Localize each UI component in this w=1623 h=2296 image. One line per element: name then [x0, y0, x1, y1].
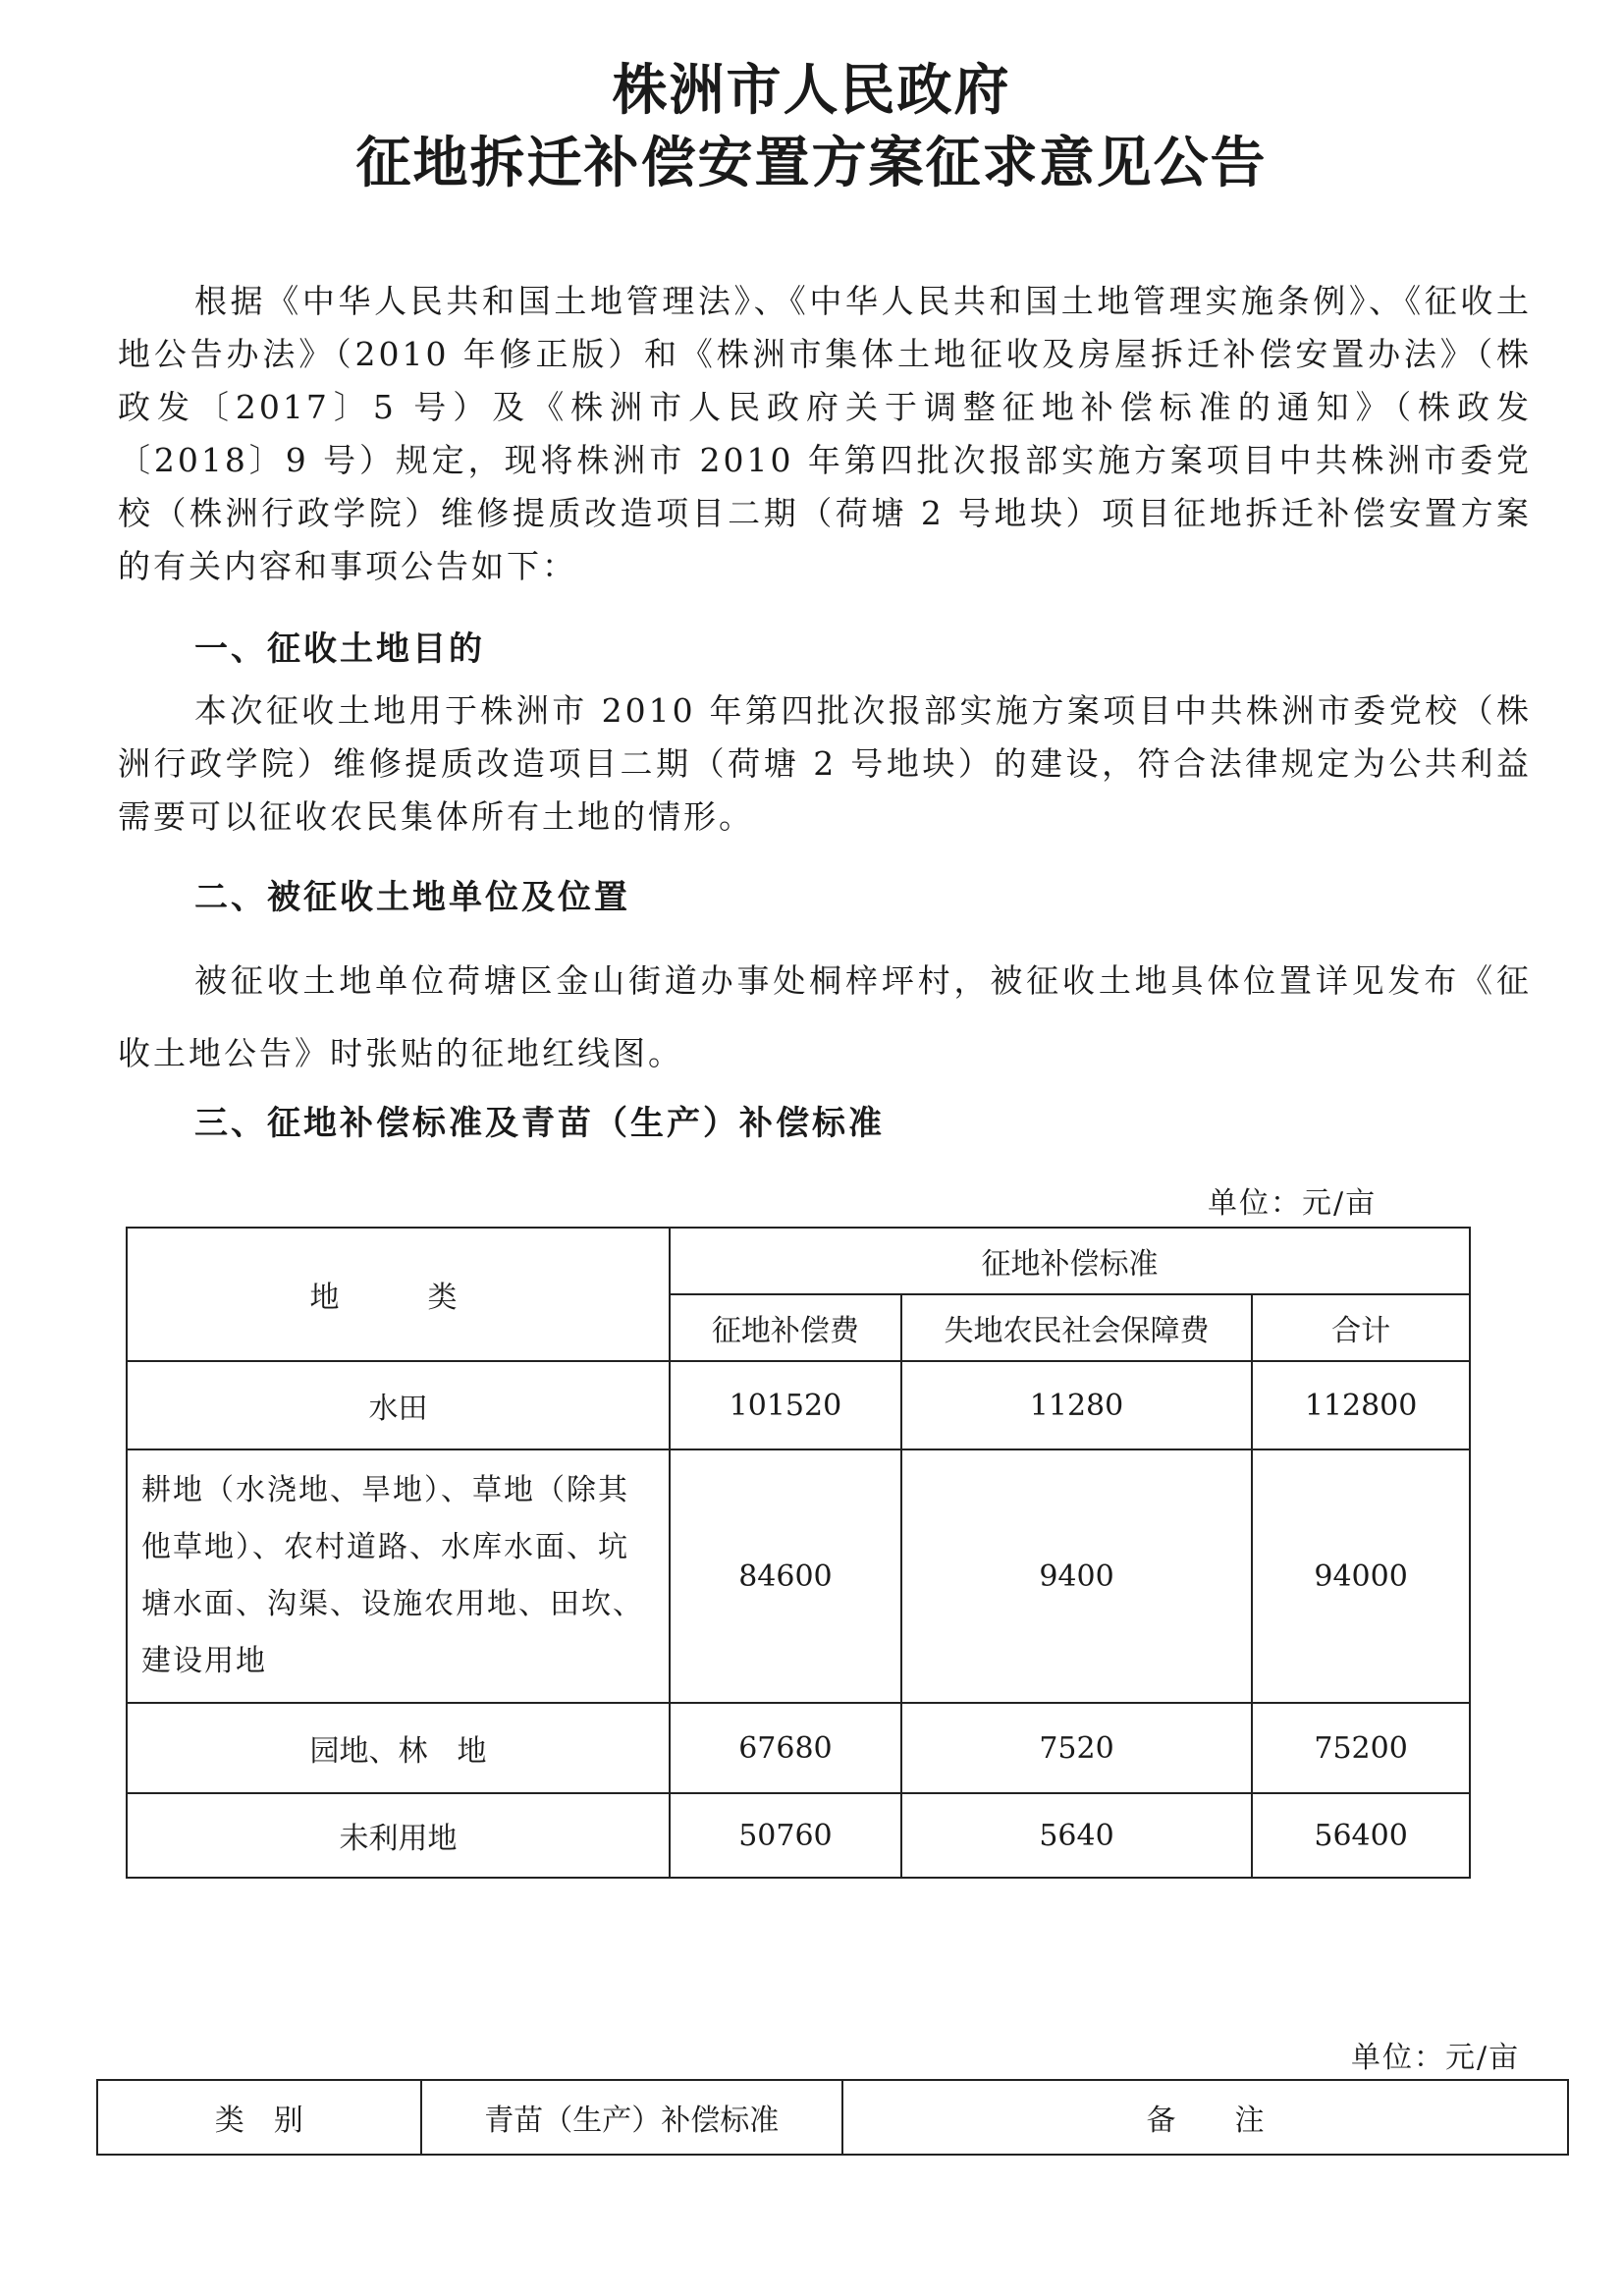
header-remarks: 备 注 — [842, 2080, 1568, 2155]
table-row — [127, 1228, 1470, 1294]
section-1-heading: 一、征收土地目的 — [194, 629, 485, 669]
row-comp: 84600 — [670, 1449, 901, 1703]
header-total: 合计 — [1252, 1294, 1470, 1361]
header-comp: 征地补偿费 — [670, 1294, 901, 1361]
table-row — [127, 1361, 1470, 1449]
table-row — [127, 1793, 1470, 1878]
row-social: 9400 — [901, 1449, 1252, 1703]
row-category: 园地、林 地 — [127, 1703, 670, 1793]
row-comp: 50760 — [670, 1793, 901, 1878]
header-social: 失地农民社会保障费 — [901, 1294, 1252, 1361]
header-group: 征地补偿标准 — [670, 1228, 1470, 1294]
table-row — [127, 1703, 1470, 1793]
row-social: 5640 — [901, 1793, 1252, 1878]
land-table-unit: 单位：元/亩 — [1208, 1186, 1378, 1221]
crop-compensation-table — [96, 2079, 1569, 2156]
land-compensation-table — [126, 1227, 1471, 1879]
section-2-heading: 二、被征收土地单位及位置 — [194, 878, 630, 917]
row-social: 7520 — [901, 1703, 1252, 1793]
row-comp: 101520 — [670, 1361, 901, 1449]
table-row — [127, 1449, 1470, 1703]
row-comp: 67680 — [670, 1703, 901, 1793]
row-category: 水田 — [127, 1361, 670, 1449]
row-total: 56400 — [1252, 1793, 1470, 1878]
header-standard: 青苗（生产）补偿标准 — [421, 2080, 842, 2155]
table-row — [97, 2080, 1568, 2155]
section-3-heading: 三、征地补偿标准及青苗（生产）补偿标准 — [194, 1104, 885, 1143]
row-category: 未利用地 — [127, 1793, 670, 1878]
header-type: 类 别 — [97, 2080, 421, 2155]
row-social: 11280 — [901, 1361, 1252, 1449]
intro-paragraph: 根据《中华人民共和国土地管理法》、《中华人民共和国土地管理实施条例》、《征收土地公告办法》（2010 年修正版）和《株洲市集体土地征收及房屋拆迁补偿安置办法》（株政发〔2017〕5 号）及《株洲市人民政府关于调整征地补偿标准的通知》（株政发〔2018〕9 号）规定，现将株洲市 2010 年第四批次报部实施方案项目中共株洲市委党校（株洲行政学院）维修提质改造项目二期（荷塘 2 号地块）项目征地拆迁补偿安置方案的有关内容和事项公告如下： — [118, 282, 1532, 585]
doc-title-line1: 株洲市人民政府 — [612, 59, 1011, 123]
row-total: 75200 — [1252, 1703, 1470, 1793]
doc-title-line2: 征地拆迁补偿安置方案征求意见公告 — [355, 132, 1268, 195]
section-1-text: 本次征收土地用于株洲市 2010 年第四批次报部实施方案项目中共株洲市委党校（株洲行政学院）维修提质改造项目二期（荷塘 2 号地块）的建设，符合法律规定为公共利益需要可以征收农民集体所有土地的情形。 — [118, 691, 1532, 836]
row-category: 耕地（水浇地、旱地）、草地（除其他草地）、农村道路、水库水面、坑塘水面、沟渠、设施农用地、田坎、建设用地 — [127, 1449, 670, 1703]
row-total: 112800 — [1252, 1361, 1470, 1449]
row-total: 94000 — [1252, 1449, 1470, 1703]
section-2-text: 被征收土地单位荷塘区金山街道办事处桐梓坪村，被征收土地具体位置详见发布《征收土地公告》时张贴的征地红线图。 — [118, 961, 1532, 1072]
header-category: 地 类 — [127, 1228, 670, 1361]
crop-table-unit: 单位：元/亩 — [1351, 2041, 1521, 2075]
